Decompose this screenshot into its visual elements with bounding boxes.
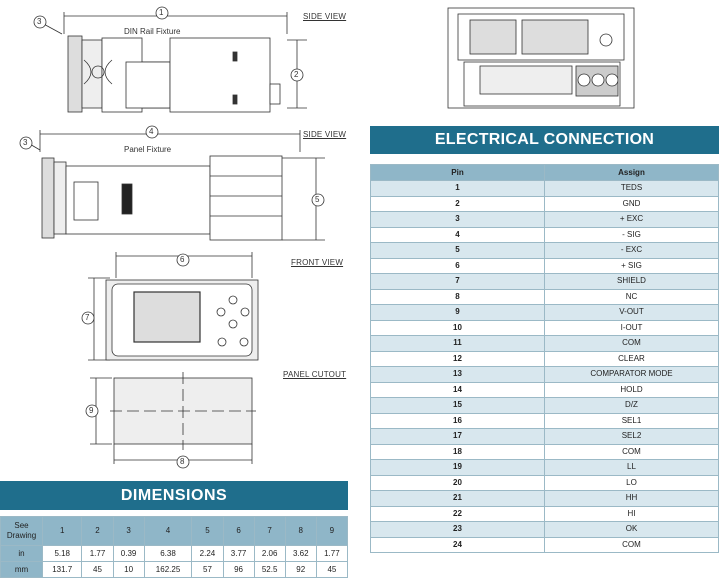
pin-assignment: + EXC <box>545 212 719 228</box>
dim-value: 0.39 <box>113 546 144 562</box>
pin-number: 20 <box>371 475 545 491</box>
table-row <box>371 413 719 429</box>
terminal-rear-view <box>448 8 634 108</box>
table-row <box>371 320 719 336</box>
table-row <box>371 460 719 476</box>
pin-number: 12 <box>371 351 545 367</box>
front-view-label: FRONT VIEW <box>291 258 344 267</box>
table-row <box>371 274 719 290</box>
pin-number: 17 <box>371 429 545 445</box>
pin-assignment: HOLD <box>545 382 719 398</box>
table-row <box>371 181 719 197</box>
dim-value: 5.18 <box>43 546 82 562</box>
pin-assignment: I-OUT <box>545 320 719 336</box>
callout-3: 3 <box>37 17 42 26</box>
pin-number: 8 <box>371 289 545 305</box>
dim-col-2: 2 <box>82 517 113 546</box>
unit-label: mm <box>1 562 43 578</box>
pin-assignment: COM <box>545 537 719 553</box>
pin-assignment: LO <box>545 475 719 491</box>
table-row <box>371 212 719 228</box>
pin-number: 22 <box>371 506 545 522</box>
table-row <box>371 491 719 507</box>
dim-value: 52.5 <box>254 562 285 578</box>
panel-fixture-label: Panel Fixture <box>124 145 172 154</box>
dim-value: 162.25 <box>144 562 192 578</box>
dimensions-row-mm <box>1 562 348 578</box>
pin-assignment: COM <box>545 336 719 352</box>
callout-8: 8 <box>180 457 185 466</box>
dim-col-8: 8 <box>285 517 316 546</box>
panel-side-view <box>28 130 325 240</box>
dim-value: 92 <box>285 562 316 578</box>
pin-assignment: SEL1 <box>545 413 719 429</box>
pin-assignment: CLEAR <box>545 351 719 367</box>
dim-col-7: 7 <box>254 517 285 546</box>
pin-number: 11 <box>371 336 545 352</box>
pin-assignment: SHIELD <box>545 274 719 290</box>
dim-col-5: 5 <box>192 517 223 546</box>
pin-assignment: GND <box>545 196 719 212</box>
table-row <box>371 382 719 398</box>
pin-assignment: TEDS <box>545 181 719 197</box>
electrical-connection-table <box>370 164 719 553</box>
pin-number: 10 <box>371 320 545 336</box>
side-view-label-1: SIDE VIEW <box>303 12 347 21</box>
panel-cutout-label: PANEL CUTOUT <box>283 370 347 379</box>
dim-value: 3.77 <box>223 546 254 562</box>
pin-assignment: HH <box>545 491 719 507</box>
table-row <box>371 475 719 491</box>
dim-col-3: 3 <box>113 517 144 546</box>
dimensions-header-row <box>1 517 348 546</box>
table-row <box>371 336 719 352</box>
table-row <box>371 522 719 538</box>
see-drawing-header: See Drawing <box>1 517 43 546</box>
pin-number: 24 <box>371 537 545 553</box>
pin-number: 5 <box>371 243 545 259</box>
pin-number: 7 <box>371 274 545 290</box>
table-row <box>371 289 719 305</box>
pin-assignment: - SIG <box>545 227 719 243</box>
callout-4: 4 <box>149 127 154 136</box>
din-rail-fixture-label: DIN Rail Fixture <box>124 27 181 36</box>
pin-number: 16 <box>371 413 545 429</box>
callout-9: 9 <box>89 406 94 415</box>
table-row <box>371 444 719 460</box>
pin-assignment: - EXC <box>545 243 719 259</box>
pin-assignment: + SIG <box>545 258 719 274</box>
pin-assignment: D/Z <box>545 398 719 414</box>
side-view-label-2: SIDE VIEW <box>303 130 347 139</box>
dim-value: 10 <box>113 562 144 578</box>
dim-value: 96 <box>223 562 254 578</box>
table-row <box>371 506 719 522</box>
table-row <box>371 398 719 414</box>
dim-value: 3.62 <box>285 546 316 562</box>
pin-assignment: SEL2 <box>545 429 719 445</box>
table-row <box>371 196 719 212</box>
pin-number: 3 <box>371 212 545 228</box>
table-row <box>371 243 719 259</box>
table-row <box>371 305 719 321</box>
pin-number: 14 <box>371 382 545 398</box>
assign-header: Assign <box>545 165 719 181</box>
pin-number: 15 <box>371 398 545 414</box>
pin-assignment: OK <box>545 522 719 538</box>
table-row <box>371 258 719 274</box>
table-row <box>371 351 719 367</box>
unit-label: in <box>1 546 43 562</box>
table-row <box>371 227 719 243</box>
dimensions-row-in <box>1 546 348 562</box>
electrical-connection-banner: ELECTRICAL CONNECTION <box>370 126 719 154</box>
front-view <box>88 252 258 360</box>
dim-col-6: 6 <box>223 517 254 546</box>
pin-assignment: COMPARATOR MODE <box>545 367 719 383</box>
dim-col-1: 1 <box>43 517 82 546</box>
pin-number: 23 <box>371 522 545 538</box>
dim-col-9: 9 <box>316 517 347 546</box>
dim-col-4: 4 <box>144 517 192 546</box>
dim-value: 2.06 <box>254 546 285 562</box>
pin-assignment: HI <box>545 506 719 522</box>
pin-assignment: COM <box>545 444 719 460</box>
callout-3b: 3 <box>23 138 28 147</box>
table-row <box>371 367 719 383</box>
panel-cutout-view <box>90 372 256 464</box>
pin-number: 2 <box>371 196 545 212</box>
pin-number: 4 <box>371 227 545 243</box>
pin-number: 18 <box>371 444 545 460</box>
pin-assignment: NC <box>545 289 719 305</box>
callout-5: 5 <box>315 195 320 204</box>
pin-number: 1 <box>371 181 545 197</box>
dim-value: 2.24 <box>192 546 223 562</box>
table-row <box>371 429 719 445</box>
callout-6: 6 <box>180 255 185 264</box>
callout-7: 7 <box>85 313 90 322</box>
dim-value: 45 <box>82 562 113 578</box>
dimensions-table <box>0 516 348 578</box>
dim-value: 45 <box>316 562 347 578</box>
pin-header: Pin <box>371 165 545 181</box>
pin-number: 13 <box>371 367 545 383</box>
pin-number: 6 <box>371 258 545 274</box>
dim-value: 57 <box>192 562 223 578</box>
dim-value: 6.38 <box>144 546 192 562</box>
pin-number: 19 <box>371 460 545 476</box>
dim-value: 1.77 <box>82 546 113 562</box>
pin-number: 9 <box>371 305 545 321</box>
pin-assignment: V-OUT <box>545 305 719 321</box>
callout-1: 1 <box>159 8 164 17</box>
connection-rows <box>371 181 719 553</box>
callout-2: 2 <box>294 70 299 79</box>
pin-assignment: LL <box>545 460 719 476</box>
dim-value: 1.77 <box>316 546 347 562</box>
table-row <box>371 537 719 553</box>
dimensions-banner: DIMENSIONS <box>0 481 348 510</box>
pin-number: 21 <box>371 491 545 507</box>
dim-value: 131.7 <box>43 562 82 578</box>
